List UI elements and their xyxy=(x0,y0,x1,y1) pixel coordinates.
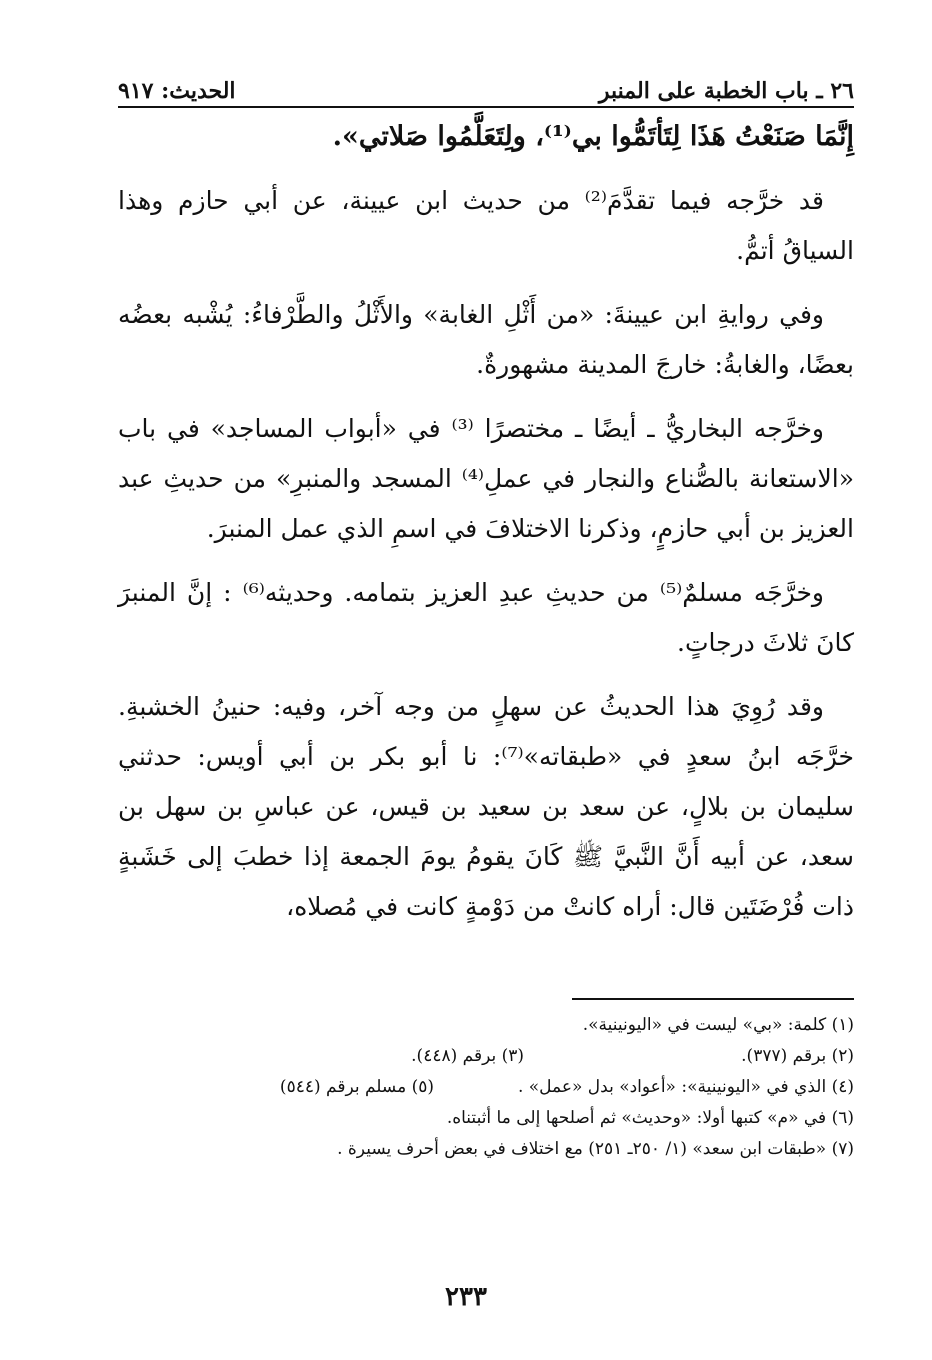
footnotes xyxy=(118,1010,854,1165)
footnote-4: (٤) الذي في «اليونينية»: «أعواد» بدل «عمل» . xyxy=(517,1077,854,1097)
paragraph-1: قد خرَّجه فيما تقدَّمَ⁽²⁾ من حديث ابن عيينة، عن أبي حازم وهذا السياقُ أتمُّ. xyxy=(118,186,854,265)
paragraph-2: وفي روايةِ ابن عيينةَ: «من أَثْلِ الغابة» والأَثْلُ والطَّرْفاءُ: يُشْبه بعضُه بعضًا، والغابةُ: خارجَ المدينة مشهورةٌ. xyxy=(118,300,854,379)
footnote-7: (٧) «طبقات ابن سعد» (١/ ٢٥٠ـ ٢٥١) مع اختلاف في بعض أحرف يسيرة . xyxy=(337,1139,854,1159)
paragraph-3: وخرَّجه البخاريُّ ـ أيضًا ـ مختصرًا ⁽³⁾ في «أبواب المساجد» في باب «الاستعانة بالصُّناع والنجار في عملِ⁽⁴⁾ المسجد والمنبرِ» من حديثِ عبد العزيز بن أبي حازمٍ، وذكرنا الاختلافَ في اسمِ الذي عمل المنبرَ. xyxy=(118,414,854,543)
running-header xyxy=(118,70,854,104)
opening-quote: إِنَّمَا صَنَعْتُ هَذَا لِتَأتَمُّوا بي⁽¹⁾، ولِتَعَلَّمُوا صَلاتي». xyxy=(332,121,854,152)
chapter-title: ٢٦ ـ باب الخطبة على المنبر xyxy=(598,78,854,104)
footnote-divider xyxy=(572,998,854,1000)
main-text xyxy=(118,112,854,932)
paragraph-4: وخرَّجَه مسلمٌ⁽⁵⁾ من حديثِ عبدِ العزيز بتمامه. وحديثه⁽⁶⁾ : إنَّ المنبرَ كانَ ثلاثَ درجاتٍ. xyxy=(118,578,854,657)
paragraph-5: وقد رُوِيَ هذا الحديثُ عن سهلٍ من وجه آخر، وفيه: حنينُ الخشبةِ. خرَّجَه ابنُ سعدٍ في «طبقاته»⁽⁷⁾: نا أبو بكر بن أبي أويس: حدثني سليمان بن بلالٍ، عن سعد بن سعيد بن قيس، عن عباسِ بن سهل بن سعد، عن أبيه أَنَّ النَّبيَّ ﷺ كَانَ يقومُ يومَ الجمعة إذا خطبَ إلى خَشَبةٍ ذات فُرْضَتَين قال: أراه كانتْ من دَوْمةٍ كانت في مُصلاه، xyxy=(118,692,855,921)
footnote-5: (٥) مسلم برقم (٥٤٤) xyxy=(279,1077,434,1097)
footnote-2: (٢) برقم (٣٧٧). xyxy=(741,1046,854,1066)
header-divider xyxy=(118,106,854,108)
page-number: ٢٣٣ xyxy=(445,1282,487,1312)
footnote-row-2-3 xyxy=(118,1041,854,1072)
hadith-number: الحديث: ٩١٧ xyxy=(118,78,236,104)
footnote-row-4-5 xyxy=(118,1072,854,1103)
footnote-1: (١) كلمة: «بي» ليست في «اليونينية». xyxy=(582,1015,854,1035)
footnote-3: (٣) برقم (٤٤٨). xyxy=(411,1046,524,1066)
footnote-6: (٦) في «م» كتبها أولا: «وحديث» ثم أصلحها إلى ما أثبتناه. xyxy=(446,1108,854,1128)
